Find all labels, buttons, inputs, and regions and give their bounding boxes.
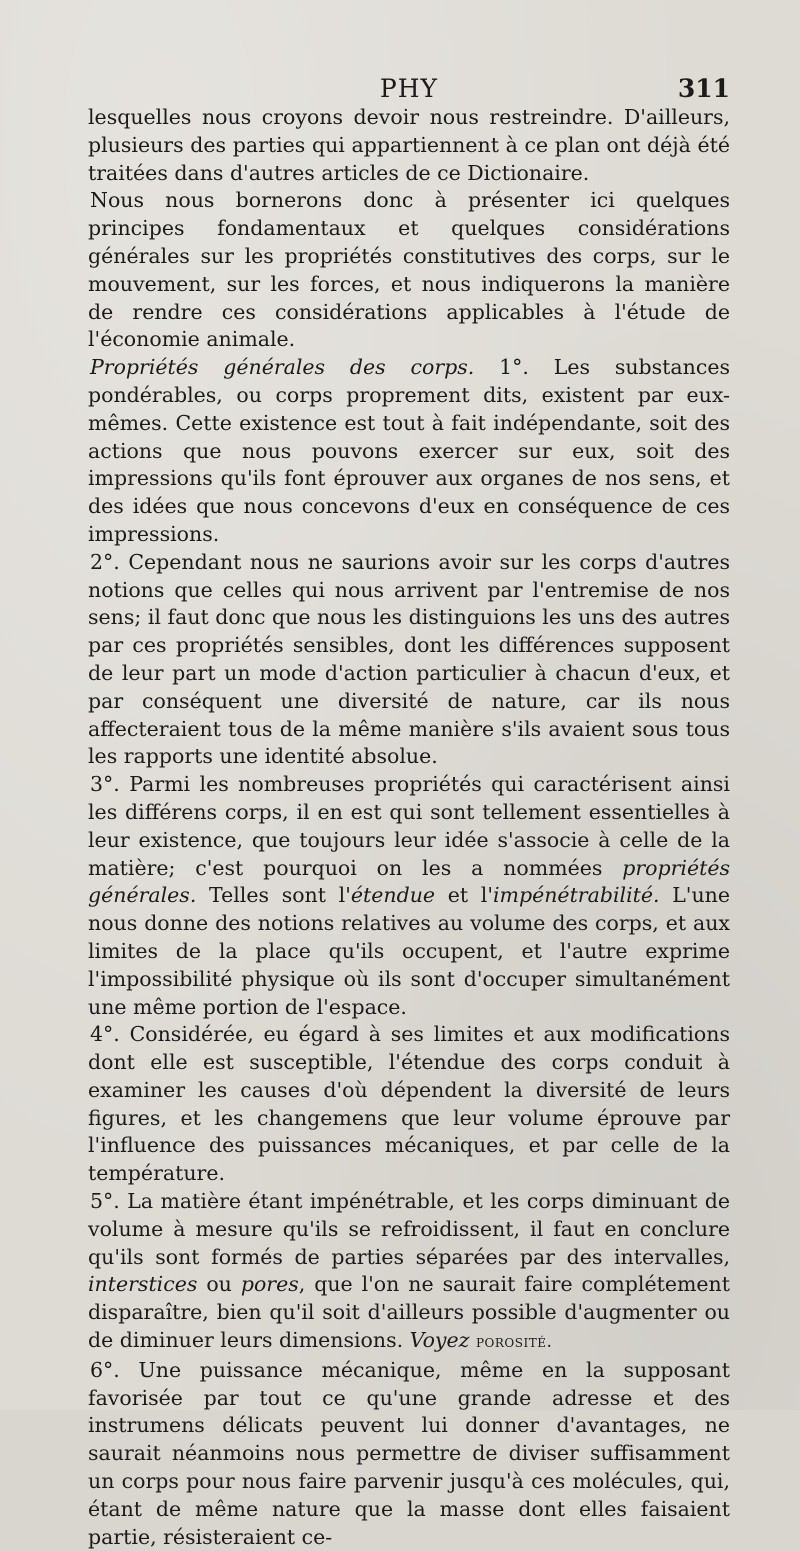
text-run: et l' — [435, 883, 493, 908]
text-run: 6°. Une puissance mécanique, même en la supposant favorisée par tout ce qu'une grande adresse et des instrumens délicats peuvent lui donner d'avantages, ne saurait néanmoins nous permettre de diviser suffisamment un corps pour nous faire parvenir jusqu'à ces molécules, qui, étant de même nature que la masse dont elles faisaient partie, résisteraient ce- — [88, 1357, 730, 1549]
text-run: 4°. Considérée, eu égard à ses limites et aux modifications dont elle est susceptible, l'étendue des corps conduit à examiner les causes d'où dépendent la diversité de leurs figures, et les changemens que leur volume éprouve par l'influence des puissances mécaniques, et par celle de la température. — [88, 1022, 730, 1186]
italic-run: propriétés générales. — [88, 855, 730, 908]
text-run: lesquelles nous croyons devoir nous restreindre. D'ailleurs, plusieurs des parties qui appartiennent à ce plan ont déjà été traitées dans d'autres articles de ce Dictionaire. — [88, 105, 730, 185]
paragraph — [88, 354, 730, 549]
italic-run: impénétrabilité. — [492, 883, 660, 908]
italic-run: étendue — [350, 883, 436, 908]
paragraph — [88, 771, 730, 1021]
text-run: 1°. Les substances pondérables, ou corps proprement dits, existent par eux-mêmes. Cette existence est tout à fait indépendante, soit des actions que nous pouvons exercer sur eux, soit des impressions qu'ils font éprouver aux organes de nos sens, et des idées que nous concevons d'eux en conséquence de ces impressions. — [88, 355, 730, 546]
text-run: , que l'on ne saurait faire complétement disparaître, bien qu'il soit d'ailleurs possible d'augmenter ou de diminuer leurs dimensions. — [88, 1272, 730, 1353]
paragraph — [88, 1188, 730, 1357]
text-run: ou — [197, 1272, 241, 1297]
italic-run: interstices — [88, 1272, 198, 1297]
body-text — [88, 104, 730, 1551]
text-run: 3°. Parmi les nombreuses propriétés qui caractérisent ainsi les différens corps, il en est qui sont tellement essentielles à leur existence, que toujours leur idée s'associe à celle de la matière; c'est pourquoi on les a nommées — [88, 772, 730, 880]
paragraph — [88, 104, 730, 187]
italic-run: pores — [240, 1272, 299, 1297]
text-run: Nous nous bornerons donc à présenter ici quelques principes fondamentaux et quelques considérations générales sur les propriétés constitutives des corps, sur le mouvement, sur les forces, et nous indiquerons la manière de rendre ces considérations applicables à l'étude de l'économie animale. — [88, 188, 730, 352]
paragraph — [88, 1021, 730, 1188]
paragraph — [88, 187, 730, 354]
page-header — [88, 74, 730, 104]
running-head: PHY — [379, 74, 439, 103]
text-run: Telles sont l' — [196, 883, 351, 908]
text-run: 5°. La matière étant impénétrable, et les corps diminuant de volume à mesure qu'ils se refroidissent, il faut en conclure qu'ils sont formés de parties séparées par des intervalles, — [88, 1189, 730, 1269]
page-number: 311 — [677, 74, 730, 103]
italic-run: Propriétés générales des corps. — [90, 355, 475, 380]
text-run: L'une nous donne des notions relatives au volume des corps, et aux limites de la place qu'ils occupent, et l'autre exprime l'impossibilité physique où ils sont d'occuper simultanément une même portion de l'espace. — [88, 883, 730, 1019]
text-run: 2°. Cependant nous ne saurions avoir sur les corps d'autres notions que celles qui nous arrivent par l'entremise de nos sens; il faut donc que nous les distinguions les uns des autres par ces propriétés sensibles, dont les différences supposent de leur part un mode d'action particulier à chacun d'eux, et par conséquent une diversité de nature, car ils nous affecteraient tous de la même manière s'ils avaient sous tous les rapports une identité absolue. — [88, 549, 730, 769]
paragraph — [88, 549, 730, 771]
text-run: porosité. — [475, 1332, 553, 1353]
paragraph — [88, 1357, 730, 1551]
italic-run: Voyez — [409, 1328, 470, 1353]
